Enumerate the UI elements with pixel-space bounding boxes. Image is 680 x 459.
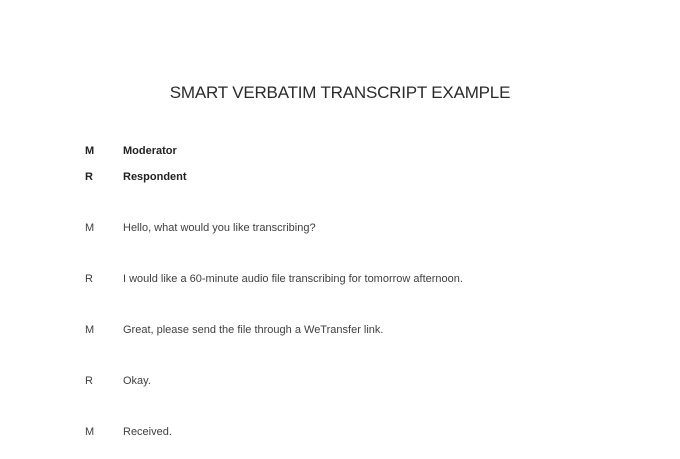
transcript-utterance: Received. <box>123 426 172 438</box>
transcript-row <box>85 272 680 286</box>
transcript-row <box>85 425 680 439</box>
transcript-row <box>85 323 680 337</box>
transcript-utterance: Great, please send the file through a WeTransfer link. <box>123 324 384 336</box>
transcript-speaker-key: M <box>85 222 95 234</box>
legend-speaker-key: M <box>85 145 95 157</box>
page-title: SMART VERBATIM TRANSCRIPT EXAMPLE <box>169 83 511 102</box>
transcript-utterance: Hello, what would you like transcribing? <box>123 222 316 234</box>
legend-speaker-role: Respondent <box>123 171 187 183</box>
transcript-row <box>85 374 680 388</box>
legend-row <box>85 170 680 184</box>
transcript-speaker-key: R <box>85 375 93 387</box>
transcript-utterance: I would like a 60-minute audio file transcribing for tomorrow afternoon. <box>123 273 463 285</box>
legend-speaker-role: Moderator <box>123 145 177 157</box>
transcript-row <box>85 221 680 235</box>
legend-row <box>85 144 680 158</box>
transcript-speaker-key: M <box>85 324 95 336</box>
legend-speaker-key: R <box>85 171 93 183</box>
transcript-speaker-key: R <box>85 273 93 285</box>
speaker-legend <box>85 144 680 184</box>
transcript-body <box>85 221 680 439</box>
transcript-utterance: Okay. <box>123 375 151 387</box>
transcript-speaker-key: M <box>85 426 95 438</box>
